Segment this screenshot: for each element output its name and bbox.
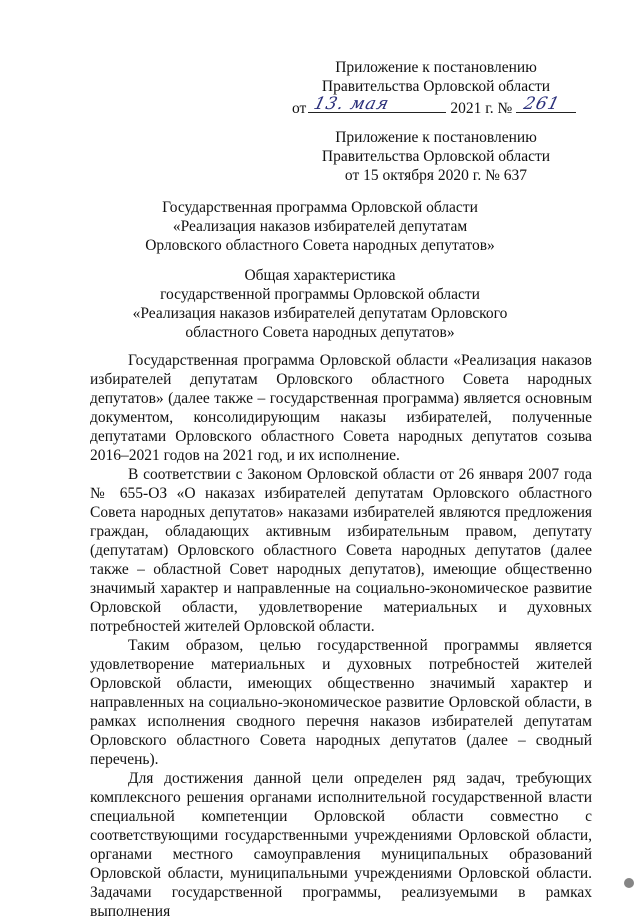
appendix-original-line3: от 15 октября 2020 г. № 637	[344, 167, 528, 184]
date-blank	[308, 96, 446, 113]
appendix-current-date-line	[292, 96, 566, 118]
paragraph-1: Государственная программа Орловской области «Реализация наказов избирателей депутатам Орловского областного Совета народных депутатов» (далее также – государственная программа) является основным документом, консолидирующим наказы избирателей, полученные депутатами Орловского областного Совета народных депутатов созыва 2016–2021 годов на 2021 год, и их исполнение.	[90, 352, 592, 464]
appendix-original-line1: Приложение к постановлению	[335, 129, 537, 146]
paragraph-3: Таким образом, целью государственной программы является удовлетворение материальных и духовных потребностей жителей Орловской области, имеющих общественно значимый характер и направленных на социально-экономическое развитие Орловской области, в рамках исполнения сводного перечня наказов избирателей депутатам Орловского областного Совета народных депутатов (далее – сводный перечень).	[90, 637, 592, 768]
scan-mark	[624, 878, 634, 888]
body-text	[90, 351, 592, 921]
program-title	[90, 198, 550, 255]
appendix-current-line2: Правительства Орловской области	[321, 78, 551, 95]
paragraph-2: В соответствии с Законом Орловской области от 26 января 2007 года № 655-ОЗ «О наказах избирателей депутатам Орловского областного Совета народных депутатов» наказами избирателей являются предложения граждан, обладающих активным избирательным правом, депутату (депутатам) Орловского областного Совета народных депутатов (далее также – областной Совет народных депутатов), имеющие общественно значимый характер и направленные на социально-экономическое развитие Орловской области, удовлетворение материальных и духовных потребностей жителей Орловской области.	[90, 466, 592, 635]
program-title-line2: «Реализация наказов избирателей депутатам	[172, 218, 468, 235]
characteristic-title-line3: «Реализация наказов избирателей депутатам Орловского	[132, 305, 508, 322]
characteristic-title-line2: государственной программы Орловской области	[160, 286, 480, 303]
handwritten-number: 261	[521, 94, 563, 114]
appendix-current-header	[292, 58, 566, 118]
appendix-current-line1: Приложение к постановлению	[335, 59, 537, 76]
appendix-original-header	[306, 128, 566, 185]
characteristic-title	[90, 266, 550, 342]
program-title-line1: Государственная программа Орловской области	[162, 199, 478, 216]
characteristic-title-line4: областного Совета народных депутатов»	[185, 324, 455, 341]
number-blank	[516, 96, 576, 113]
date-prefix: от	[292, 100, 307, 117]
paragraph-4: Для достижения данной цели определен ряд задач, требующих комплексного решения органами исполнительной государственной власти специальной компетенции Орловской области совместно с соответствующими государственными учреждениями Орловской области, органами местного самоуправления муниципальных образований Орловской области, муниципальными учреждениями Орловской области. Задачами государственной программы, реализуемыми в рамках выполнения	[90, 770, 592, 920]
year-text: 2021 г. №	[450, 100, 513, 117]
appendix-original-line2: Правительства Орловской области	[321, 148, 551, 165]
program-title-line3: Орловского областного Совета народных депутатов»	[145, 237, 495, 254]
characteristic-title-line1: Общая характеристика	[244, 267, 396, 284]
handwritten-date: 13. мая	[311, 94, 392, 114]
